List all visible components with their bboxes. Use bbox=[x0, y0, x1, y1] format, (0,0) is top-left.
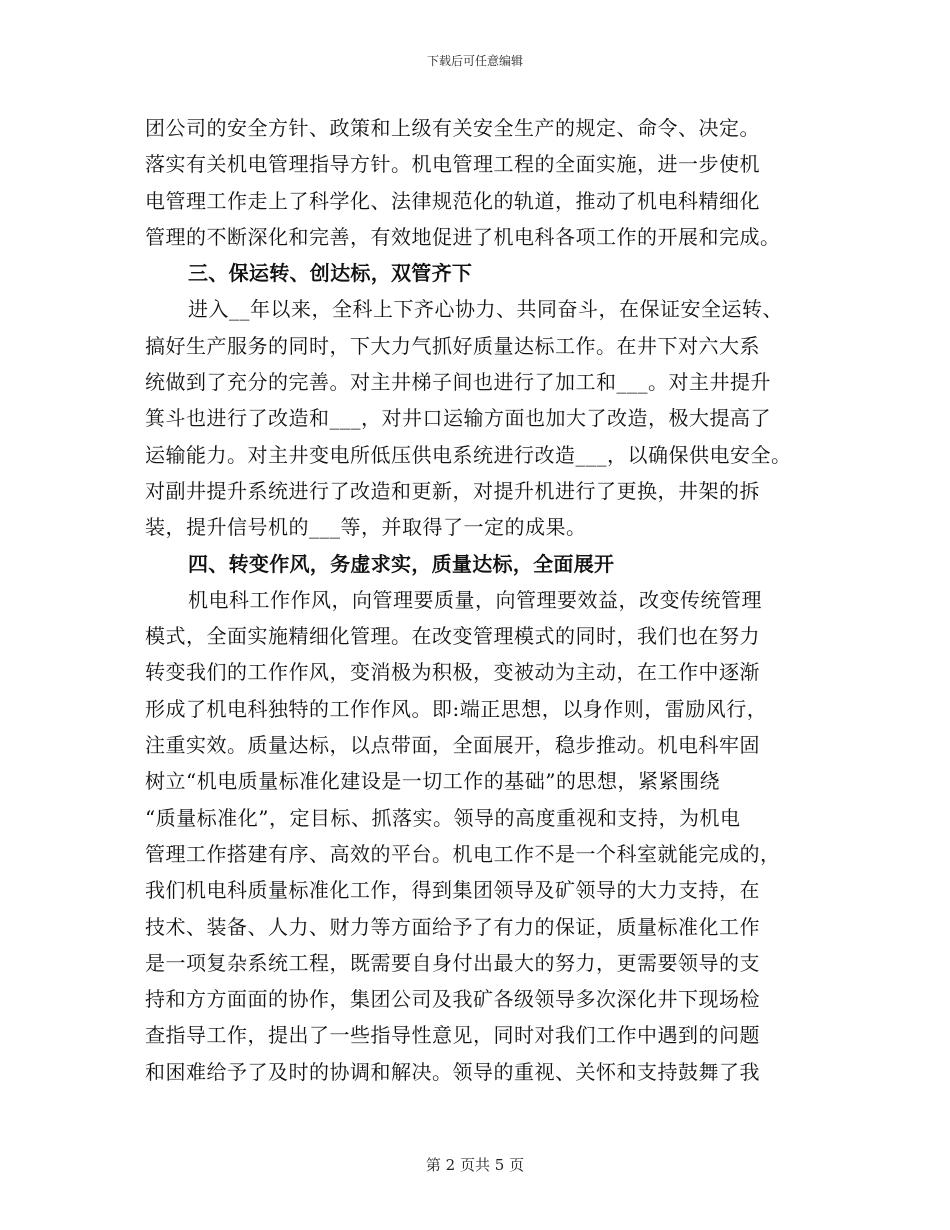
text-line: 统做到了充分的完善。对主井梯子间也进行了加工和___。对主井提升 bbox=[145, 370, 771, 395]
text-line: 树立“机电质量标准化建设是一切工作的基础”的思想，紧紧围绕 bbox=[145, 769, 720, 794]
text-line: “质量标准化”，定目标、抓落实。领导的高度重视和支持，为机电 bbox=[145, 805, 741, 830]
text-line: 注重实效。质量达标，以点带面，全面展开，稳步推动。机电科牢固 bbox=[145, 733, 760, 758]
text-line: 和困难给予了及时的协调和解决。领导的重视、关怀和支持鼓舞了我 bbox=[145, 1059, 760, 1084]
document-body bbox=[145, 110, 825, 1090]
text-line: 搞好生产服务的同时，下大力气抓好质量达标工作。在井下对六大系 bbox=[145, 333, 760, 358]
text-line: 转变我们的工作作风，变消极为积极，变被动为主动，在工作中逐渐 bbox=[145, 660, 760, 685]
text-line: 模式，全面实施精细化管理。在改变管理模式的同时，我们也在努力 bbox=[145, 624, 760, 649]
section-heading: 四、转变作风，务虚求实，质量达标，全面展开 bbox=[188, 551, 615, 576]
text-line: 持和方方面面的协作，集团公司及我矿各级领导多次深化井下现场检 bbox=[145, 987, 760, 1012]
text-line: 我们机电科质量标准化工作，得到集团领导及矿领导的大力支持，在 bbox=[145, 878, 760, 903]
text-line: 形成了机电科独特的工作作风。即:端正思想，以身作则，雷励风行， bbox=[145, 696, 768, 721]
page-number: 第 2 页共 5 页 bbox=[425, 1156, 525, 1174]
text-line: 管理的不断深化和完善，有效地促进了机电科各项工作的开展和完成。 bbox=[145, 224, 781, 249]
text-line: 运输能力。对主井变电所低压供电系统进行改造___，以确保供电安全。 bbox=[145, 442, 792, 467]
page-header: 下载后可任意编辑 bbox=[426, 54, 523, 68]
text-line: 查指导工作，提出了一些指导性意见，同时对我们工作中遇到的问题 bbox=[145, 1023, 760, 1048]
section-heading: 三、保运转、创达标，双管齐下 bbox=[188, 261, 473, 286]
text-line: 对副井提升系统进行了改造和更新，对提升机进行了更换，井架的拆 bbox=[145, 478, 760, 503]
text-line: 团公司的安全方针、政策和上级有关安全生产的规定、命令、决定。 bbox=[145, 116, 760, 140]
text-line: 进入__年以来，全科上下齐心协力、共同奋斗，在保证安全运转、 bbox=[188, 297, 783, 322]
text-line: 装，提升信号机的___等，并取得了一定的成果。 bbox=[145, 515, 587, 540]
text-line: 技术、装备、人力、财力等方面给予了有力的保证，质量标准化工作 bbox=[145, 914, 760, 939]
text-line: 管理工作搭建有序、高效的平台。机电工作不是一个科室就能完成的， bbox=[145, 841, 781, 866]
text-line: 箕斗也进行了改造和___，对井口运输方面也加大了改造，极大提高了 bbox=[145, 406, 771, 431]
text-line: 电管理工作走上了科学化、法律规范化的轨道，推动了机电科精细化 bbox=[145, 188, 760, 213]
text-line: 是一项复杂系统工程，既需要自身付出最大的努力，更需要领导的支 bbox=[145, 950, 760, 975]
text-line: 落实有关机电管理指导方针。机电管理工程的全面实施，进一步使机 bbox=[145, 152, 760, 177]
text-line: 机电科工作作风，向管理要质量，向管理要效益，改变传统管理 bbox=[188, 587, 762, 612]
